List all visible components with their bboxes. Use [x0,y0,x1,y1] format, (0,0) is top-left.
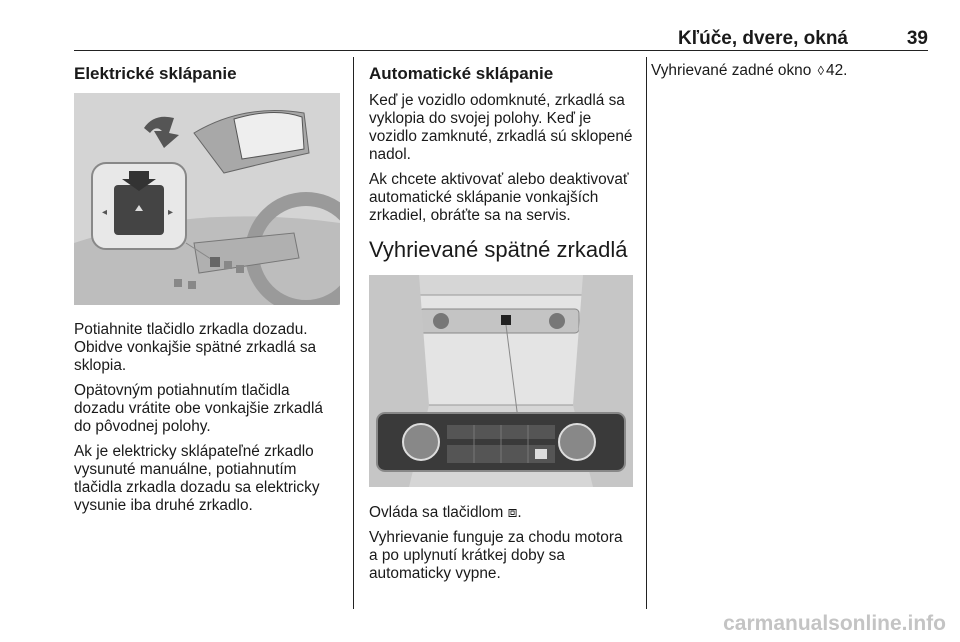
page-number: 39 [906,28,928,49]
paragraph-control [369,504,633,522]
svg-text:▸: ▸ [168,207,174,218]
mirror-switch-illustration [74,93,340,305]
control-text: Ovláda sa tlačidlom [369,504,504,521]
watermark: carmanualsonline.info [723,612,946,635]
control-suffix: . [517,504,522,521]
section-heading-auto-folding: Automatické sklápanie [369,64,554,83]
column-divider [646,57,647,609]
paragraph: Opätovným potiahnutím tlačidla dozadu vrátite obe vonkajšie zrkadlá do pôvodnej polohy. [74,382,323,435]
column-2 [369,62,633,590]
section-heading-electric-folding: Elektrické sklápanie [74,64,237,83]
section-heading-heated-mirrors: Vyhrievané spätné zrkadlá [369,237,628,262]
paragraph: Potiahnite tlačidlo zrkadla dozadu. Obidve vonkajšie spätné zrkadlá sa sklopia. [74,321,317,374]
cross-reference-icon: ◊ [817,63,825,78]
cross-reference-page[interactable]: 42. [826,62,848,79]
header-rule [74,50,928,51]
page-header [74,22,928,52]
cross-reference-text: Vyhrievané zadné okno [651,62,812,79]
column-1 [74,62,342,522]
column-3 [651,62,921,87]
climate-control-illustration [369,275,633,487]
column-divider [353,57,354,609]
cross-reference [651,62,921,80]
paragraph: Ak je elektricky sklápateľné zrkadlo vysunuté manuálne, potiahnutím tlačidla zrkadla dozadu sa elektricky vysunie iba druhé zrkadlo. [74,443,320,514]
paragraph: Ak chcete aktivovať alebo deaktivovať automatické sklápanie vonkajších zrkadiel, obráťte sa na servis. [369,171,629,224]
rear-defrost-icon: ⧈ [507,504,518,521]
paragraph: Vyhrievanie funguje za chodu motora a po uplynutí krátkej doby sa automaticky vypne. [369,529,623,582]
header-title: Kľúče, dvere, okná [678,28,848,49]
svg-text:◂: ◂ [102,207,108,218]
paragraph: Keď je vozidlo odomknuté, zrkadlá sa vyklopia do svojej polohy. Keď je vozidlo zamknuté, zrkadlá sú sklopené nadol. [369,92,633,163]
